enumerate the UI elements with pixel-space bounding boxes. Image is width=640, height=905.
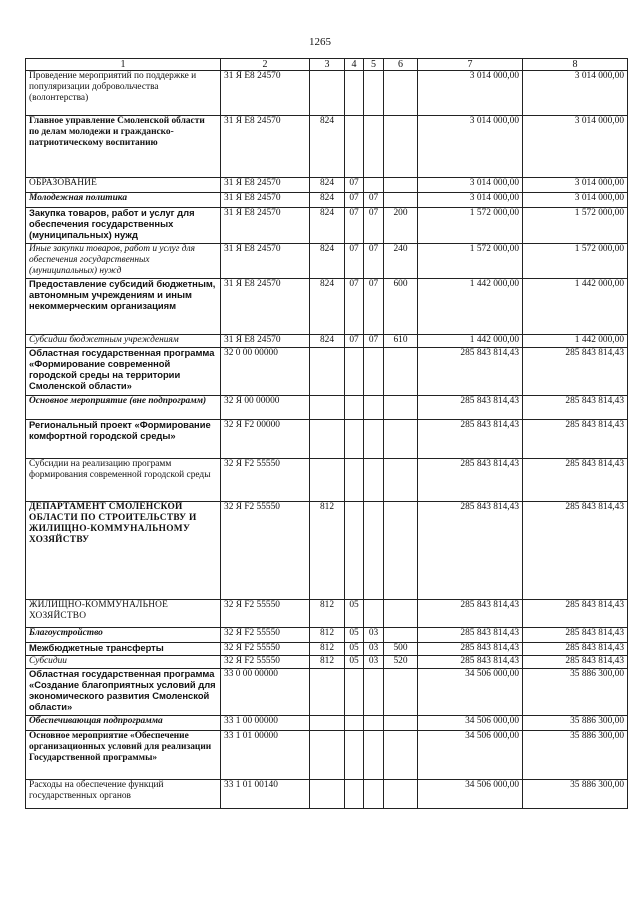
cell-code: 32 Я F2 55550 [221,459,310,502]
cell-sum2: 1 442 000,00 [523,279,628,335]
cell-ved: 824 [310,244,345,279]
cell-ved [310,669,345,716]
cell-name: Субсидии [26,656,221,669]
cell-pr [364,459,384,502]
cell-sum1: 34 506 000,00 [418,716,523,731]
table-row [26,502,628,600]
cell-code: 31 Я Е8 24570 [221,208,310,244]
cell-vr: 520 [384,656,418,669]
cell-sum2: 35 886 300,00 [523,716,628,731]
cell-pr: 07 [364,335,384,348]
cell-code: 32 Я F2 55550 [221,628,310,643]
cell-ved: 824 [310,279,345,335]
cell-sum2: 3 014 000,00 [523,116,628,178]
cell-sum1: 1 572 000,00 [418,244,523,279]
cell-pr: 07 [364,279,384,335]
cell-sum1: 34 506 000,00 [418,780,523,809]
cell-pr: 03 [364,628,384,643]
cell-vr [384,669,418,716]
cell-code: 32 Я F2 55550 [221,656,310,669]
cell-ved [310,716,345,731]
cell-rz [345,459,364,502]
cell-sum1: 285 843 814,43 [418,420,523,459]
cell-pr: 07 [364,208,384,244]
cell-sum1: 3 014 000,00 [418,193,523,208]
cell-pr [364,716,384,731]
cell-rz: 07 [345,208,364,244]
table-row [26,669,628,716]
cell-sum1: 285 843 814,43 [418,348,523,396]
table-row [26,208,628,244]
cell-pr [364,502,384,600]
table-row [26,279,628,335]
cell-vr [384,420,418,459]
table-row [26,716,628,731]
table-row [26,244,628,279]
cell-rz [345,780,364,809]
cell-sum1: 34 506 000,00 [418,669,523,716]
cell-ved [310,348,345,396]
cell-ved: 824 [310,193,345,208]
cell-rz: 05 [345,643,364,656]
cell-name: Областная государственная программа «Формирование современной городской среды на территории Смоленской области» [26,348,221,396]
cell-vr [384,71,418,116]
cell-code: 31 Я Е8 24570 [221,116,310,178]
cell-name: ДЕПАРТАМЕНТ СМОЛЕНСКОЙ ОБЛАСТИ ПО СТРОИТЕЛЬСТВУ И ЖИЛИЩНО-КОММУНАЛЬНОМУ ХОЗЯЙСТВУ [26,502,221,600]
cell-rz: 07 [345,279,364,335]
cell-pr: 07 [364,193,384,208]
cell-rz [345,116,364,178]
cell-code: 31 Я Е8 24570 [221,71,310,116]
cell-ved: 824 [310,178,345,193]
cell-vr [384,716,418,731]
cell-rz: 07 [345,244,364,279]
cell-sum1: 1 442 000,00 [418,279,523,335]
cell-code: 32 Я F2 00000 [221,420,310,459]
table-row [26,193,628,208]
cell-vr [384,628,418,643]
cell-vr [384,396,418,420]
cell-code: 33 0 00 00000 [221,669,310,716]
cell-sum1: 3 014 000,00 [418,71,523,116]
cell-ved [310,420,345,459]
cell-name: Молодежная политика [26,193,221,208]
cell-ved [310,71,345,116]
cell-code: 33 1 01 00140 [221,780,310,809]
header-cell-sum2: 8 [523,59,628,71]
cell-sum2: 1 442 000,00 [523,335,628,348]
cell-vr [384,178,418,193]
cell-pr: 03 [364,656,384,669]
cell-rz [345,731,364,780]
cell-ved [310,396,345,420]
cell-vr: 240 [384,244,418,279]
table-row [26,731,628,780]
cell-code: 32 Я F2 55550 [221,502,310,600]
cell-sum1: 34 506 000,00 [418,731,523,780]
cell-name: Иные закупки товаров, работ и услуг для обеспечения государственных (муниципальных) нужд [26,244,221,279]
cell-code: 33 1 00 00000 [221,716,310,731]
table-row [26,348,628,396]
cell-pr [364,71,384,116]
cell-vr [384,600,418,628]
cell-sum1: 285 843 814,43 [418,502,523,600]
header-cell-name: 1 [26,59,221,71]
cell-code: 31 Я Е8 24570 [221,244,310,279]
cell-pr [364,780,384,809]
cell-rz [345,502,364,600]
table-row [26,459,628,502]
page-number: 1265 [309,36,331,48]
cell-name: Главное управление Смоленской области по делам молодежи и гражданско-патриотическому воспитанию [26,116,221,178]
cell-code: 31 Я Е8 24570 [221,193,310,208]
cell-sum1: 3 014 000,00 [418,178,523,193]
cell-sum2: 285 843 814,43 [523,628,628,643]
cell-rz: 07 [345,178,364,193]
cell-rz [345,420,364,459]
cell-code: 32 0 00 00000 [221,348,310,396]
cell-vr: 500 [384,643,418,656]
cell-pr [364,178,384,193]
cell-rz [345,669,364,716]
cell-code: 32 Я F2 55550 [221,643,310,656]
cell-sum1: 1 572 000,00 [418,208,523,244]
header-cell-sum1: 7 [418,59,523,71]
cell-pr [364,420,384,459]
budget-table [25,58,628,809]
cell-vr [384,502,418,600]
cell-code: 31 Я Е8 24570 [221,279,310,335]
cell-pr [364,396,384,420]
table-row [26,116,628,178]
cell-ved: 812 [310,628,345,643]
cell-code: 33 1 01 00000 [221,731,310,780]
cell-name: Основное мероприятие «Обеспечение организационных условий для реализации Государственной программы» [26,731,221,780]
cell-ved [310,780,345,809]
cell-sum2: 35 886 300,00 [523,780,628,809]
cell-ved: 812 [310,600,345,628]
cell-name: Обеспечивающая подпрограмма [26,716,221,731]
cell-sum1: 1 442 000,00 [418,335,523,348]
cell-sum1: 285 843 814,43 [418,656,523,669]
cell-sum1: 3 014 000,00 [418,116,523,178]
cell-pr [364,600,384,628]
header-cell-pr: 5 [364,59,384,71]
cell-ved: 812 [310,502,345,600]
cell-vr [384,459,418,502]
cell-pr [364,348,384,396]
cell-ved [310,731,345,780]
cell-pr [364,731,384,780]
table-row [26,643,628,656]
cell-name: ОБРАЗОВАНИЕ [26,178,221,193]
cell-sum2: 285 843 814,43 [523,459,628,502]
cell-sum2: 285 843 814,43 [523,656,628,669]
cell-vr [384,348,418,396]
cell-ved: 824 [310,208,345,244]
cell-sum2: 1 572 000,00 [523,208,628,244]
cell-rz [345,348,364,396]
table-row [26,600,628,628]
cell-name: Проведение мероприятий по поддержке и популяризации добровольчества (волонтерства) [26,71,221,116]
cell-sum2: 3 014 000,00 [523,71,628,116]
cell-pr [364,116,384,178]
cell-name: Закупка товаров, работ и услуг для обеспечения государственных (муниципальных) нужд [26,208,221,244]
cell-name: Основное мероприятие (вне подпрограмм) [26,396,221,420]
table-row [26,628,628,643]
cell-vr: 600 [384,279,418,335]
table-row [26,780,628,809]
cell-vr [384,116,418,178]
cell-vr: 610 [384,335,418,348]
cell-pr [364,669,384,716]
cell-sum1: 285 843 814,43 [418,396,523,420]
table-row [26,71,628,116]
cell-sum1: 285 843 814,43 [418,600,523,628]
cell-name: Предоставление субсидий бюджетным, автономным учреждениям и иным некоммерческим организациям [26,279,221,335]
cell-vr: 200 [384,208,418,244]
cell-ved: 824 [310,335,345,348]
cell-pr: 03 [364,643,384,656]
cell-sum2: 1 572 000,00 [523,244,628,279]
cell-ved: 824 [310,116,345,178]
cell-name: Субсидии на реализацию программ формирования современной городской среды [26,459,221,502]
cell-name: Региональный проект «Формирование комфортной городской среды» [26,420,221,459]
table-row [26,335,628,348]
cell-vr [384,193,418,208]
table-row [26,656,628,669]
cell-sum2: 35 886 300,00 [523,731,628,780]
cell-rz [345,71,364,116]
cell-name: Благоустройство [26,628,221,643]
cell-name: Межбюджетные трансферты [26,643,221,656]
cell-sum1: 285 843 814,43 [418,643,523,656]
cell-ved: 812 [310,656,345,669]
header-cell-vr: 6 [384,59,418,71]
table-row [26,178,628,193]
cell-name: Субсидии бюджетным учреждениям [26,335,221,348]
cell-rz: 05 [345,600,364,628]
cell-code: 32 Я 00 00000 [221,396,310,420]
cell-sum2: 285 843 814,43 [523,348,628,396]
header-cell-rz: 4 [345,59,364,71]
cell-sum2: 285 843 814,43 [523,643,628,656]
cell-sum2: 3 014 000,00 [523,193,628,208]
table-row [26,420,628,459]
cell-sum2: 285 843 814,43 [523,420,628,459]
cell-name: Расходы на обеспечение функций государственных органов [26,780,221,809]
cell-sum1: 285 843 814,43 [418,628,523,643]
cell-code: 32 Я F2 55550 [221,600,310,628]
cell-sum2: 35 886 300,00 [523,669,628,716]
cell-sum2: 285 843 814,43 [523,396,628,420]
header-cell-code: 2 [221,59,310,71]
cell-rz: 05 [345,628,364,643]
cell-code: 31 Я Е8 24570 [221,335,310,348]
cell-rz: 05 [345,656,364,669]
header-cell-ved: 3 [310,59,345,71]
cell-sum2: 285 843 814,43 [523,502,628,600]
cell-rz: 07 [345,193,364,208]
cell-sum2: 285 843 814,43 [523,600,628,628]
cell-rz [345,396,364,420]
cell-sum1: 285 843 814,43 [418,459,523,502]
cell-vr [384,780,418,809]
table-row [26,396,628,420]
cell-rz [345,716,364,731]
header-row [26,59,628,71]
cell-pr: 07 [364,244,384,279]
cell-rz: 07 [345,335,364,348]
cell-sum2: 3 014 000,00 [523,178,628,193]
cell-code: 31 Я Е8 24570 [221,178,310,193]
cell-ved: 812 [310,643,345,656]
cell-ved [310,459,345,502]
cell-name: Областная государственная программа «Создание благоприятных условий для экономического развития Смоленской области» [26,669,221,716]
cell-name: ЖИЛИЩНО-КОММУНАЛЬНОЕ ХОЗЯЙСТВО [26,600,221,628]
cell-vr [384,731,418,780]
